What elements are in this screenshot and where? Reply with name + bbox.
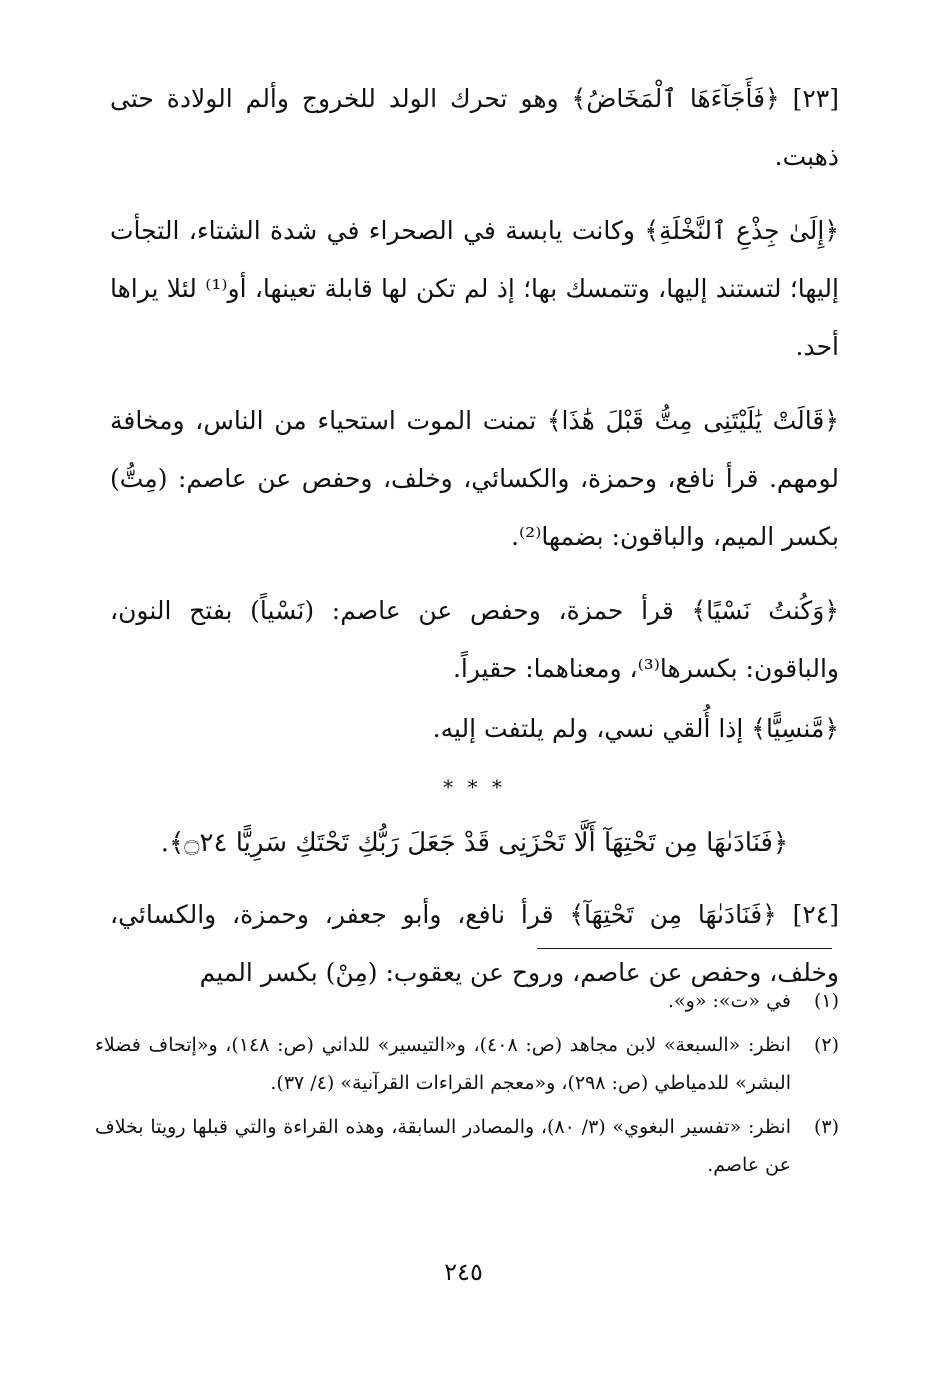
- section-separator-stars: * * *: [443, 775, 506, 799]
- footnote-1: [95, 982, 839, 1020]
- quran-verse-24: ﴿فَنَادَىٰهَا مِن تَحْتِهَآ أَلَّا تَحْزَنِى قَدْ جَعَلَ رَبُّكِ تَحْتَكِ سَرِيًّا ۝٢٤﴾.: [160, 828, 789, 858]
- paragraph-wish-death: ﴿قَالَتْ يَٰلَيْتَنِى مِتُّ قَبْلَ هَٰذَا﴾ تمنت الموت استحياء من الناس، ومخافة لومهم. قرأ نافع، وحمزة، والكسائي، وخلف، وحفص عن عاصم: (مِتُّ) بكسر الميم، والباقون: بضمها⁽²⁾.: [110, 406, 839, 551]
- footnote-number: (٣): [813, 1116, 839, 1138]
- footnote-2: [95, 1026, 839, 1102]
- footnotes: [95, 982, 839, 1190]
- footnote-3: [95, 1108, 839, 1184]
- paragraph-palm-trunk: ﴿إِلَىٰ جِذْعِ ٱلنَّخْلَةِ﴾ وكانت يابسة في الصحراء في شدة الشتاء، التجأت إليها؛ لتستند إليها، وتتمسك بها؛ إذ لم تكن لها قابلة تعينها، أو⁽¹⁾ لئلا يراها أحد.: [110, 216, 839, 361]
- paragraph-forgotten: ﴿وَكُنتُ نَسْيًا﴾ قرأ حمزة، وحفص عن عاصم: (نَسْياً) بفتح النون، والباقون: بكسرها⁽³⁾، ومعناهما: حقيراً.: [110, 596, 839, 683]
- paragraph-mansiyya: ﴿مَّنسِيًّا﴾ إذا أُلقي نسي، ولم يلتفت إليه.: [432, 714, 839, 743]
- paragraph-24: [٢٤] ﴿فَنَادَىٰهَا مِن تَحْتِهَآ﴾ قرأ نافع، وأبو جعفر، وحمزة، والكسائي، وخلف، وحفص عن عاصم، وروح عن يعقوب: (مِنْ) بكسر الميم: [110, 900, 839, 987]
- footnote-number: (١): [813, 990, 839, 1012]
- footnote-number: (٢): [813, 1034, 839, 1056]
- main-text: [110, 70, 839, 1018]
- footnote-text: انظر: «تفسير البغوي» (٣/ ٨٠)، والمصادر السابقة، وهذه القراءة والتي قبلها رويتا بخلاف عن عاصم.: [95, 1116, 791, 1176]
- footnote-text: في «ت»: «و».: [668, 990, 791, 1012]
- footnote-separator: [537, 948, 832, 949]
- paragraph-23: [٢٣] ﴿فَأَجَآءَهَا ٱلْمَخَاضُ﴾ وهو تحرك الولد للخروج وألم الولادة حتى ذهبت.: [110, 84, 839, 171]
- page-number: ٢٤٥: [444, 1258, 483, 1286]
- footnote-text: انظر: «السبعة» لابن مجاهد (ص: ٤٠٨)، و«التيسير» للداني (ص: ١٤٨)، و«إتحاف فضلاء البشر» للدمياطي (ص: ٢٩٨)، و«معجم القراءات القرآنية» (٤/ ٣٧).: [95, 1034, 791, 1094]
